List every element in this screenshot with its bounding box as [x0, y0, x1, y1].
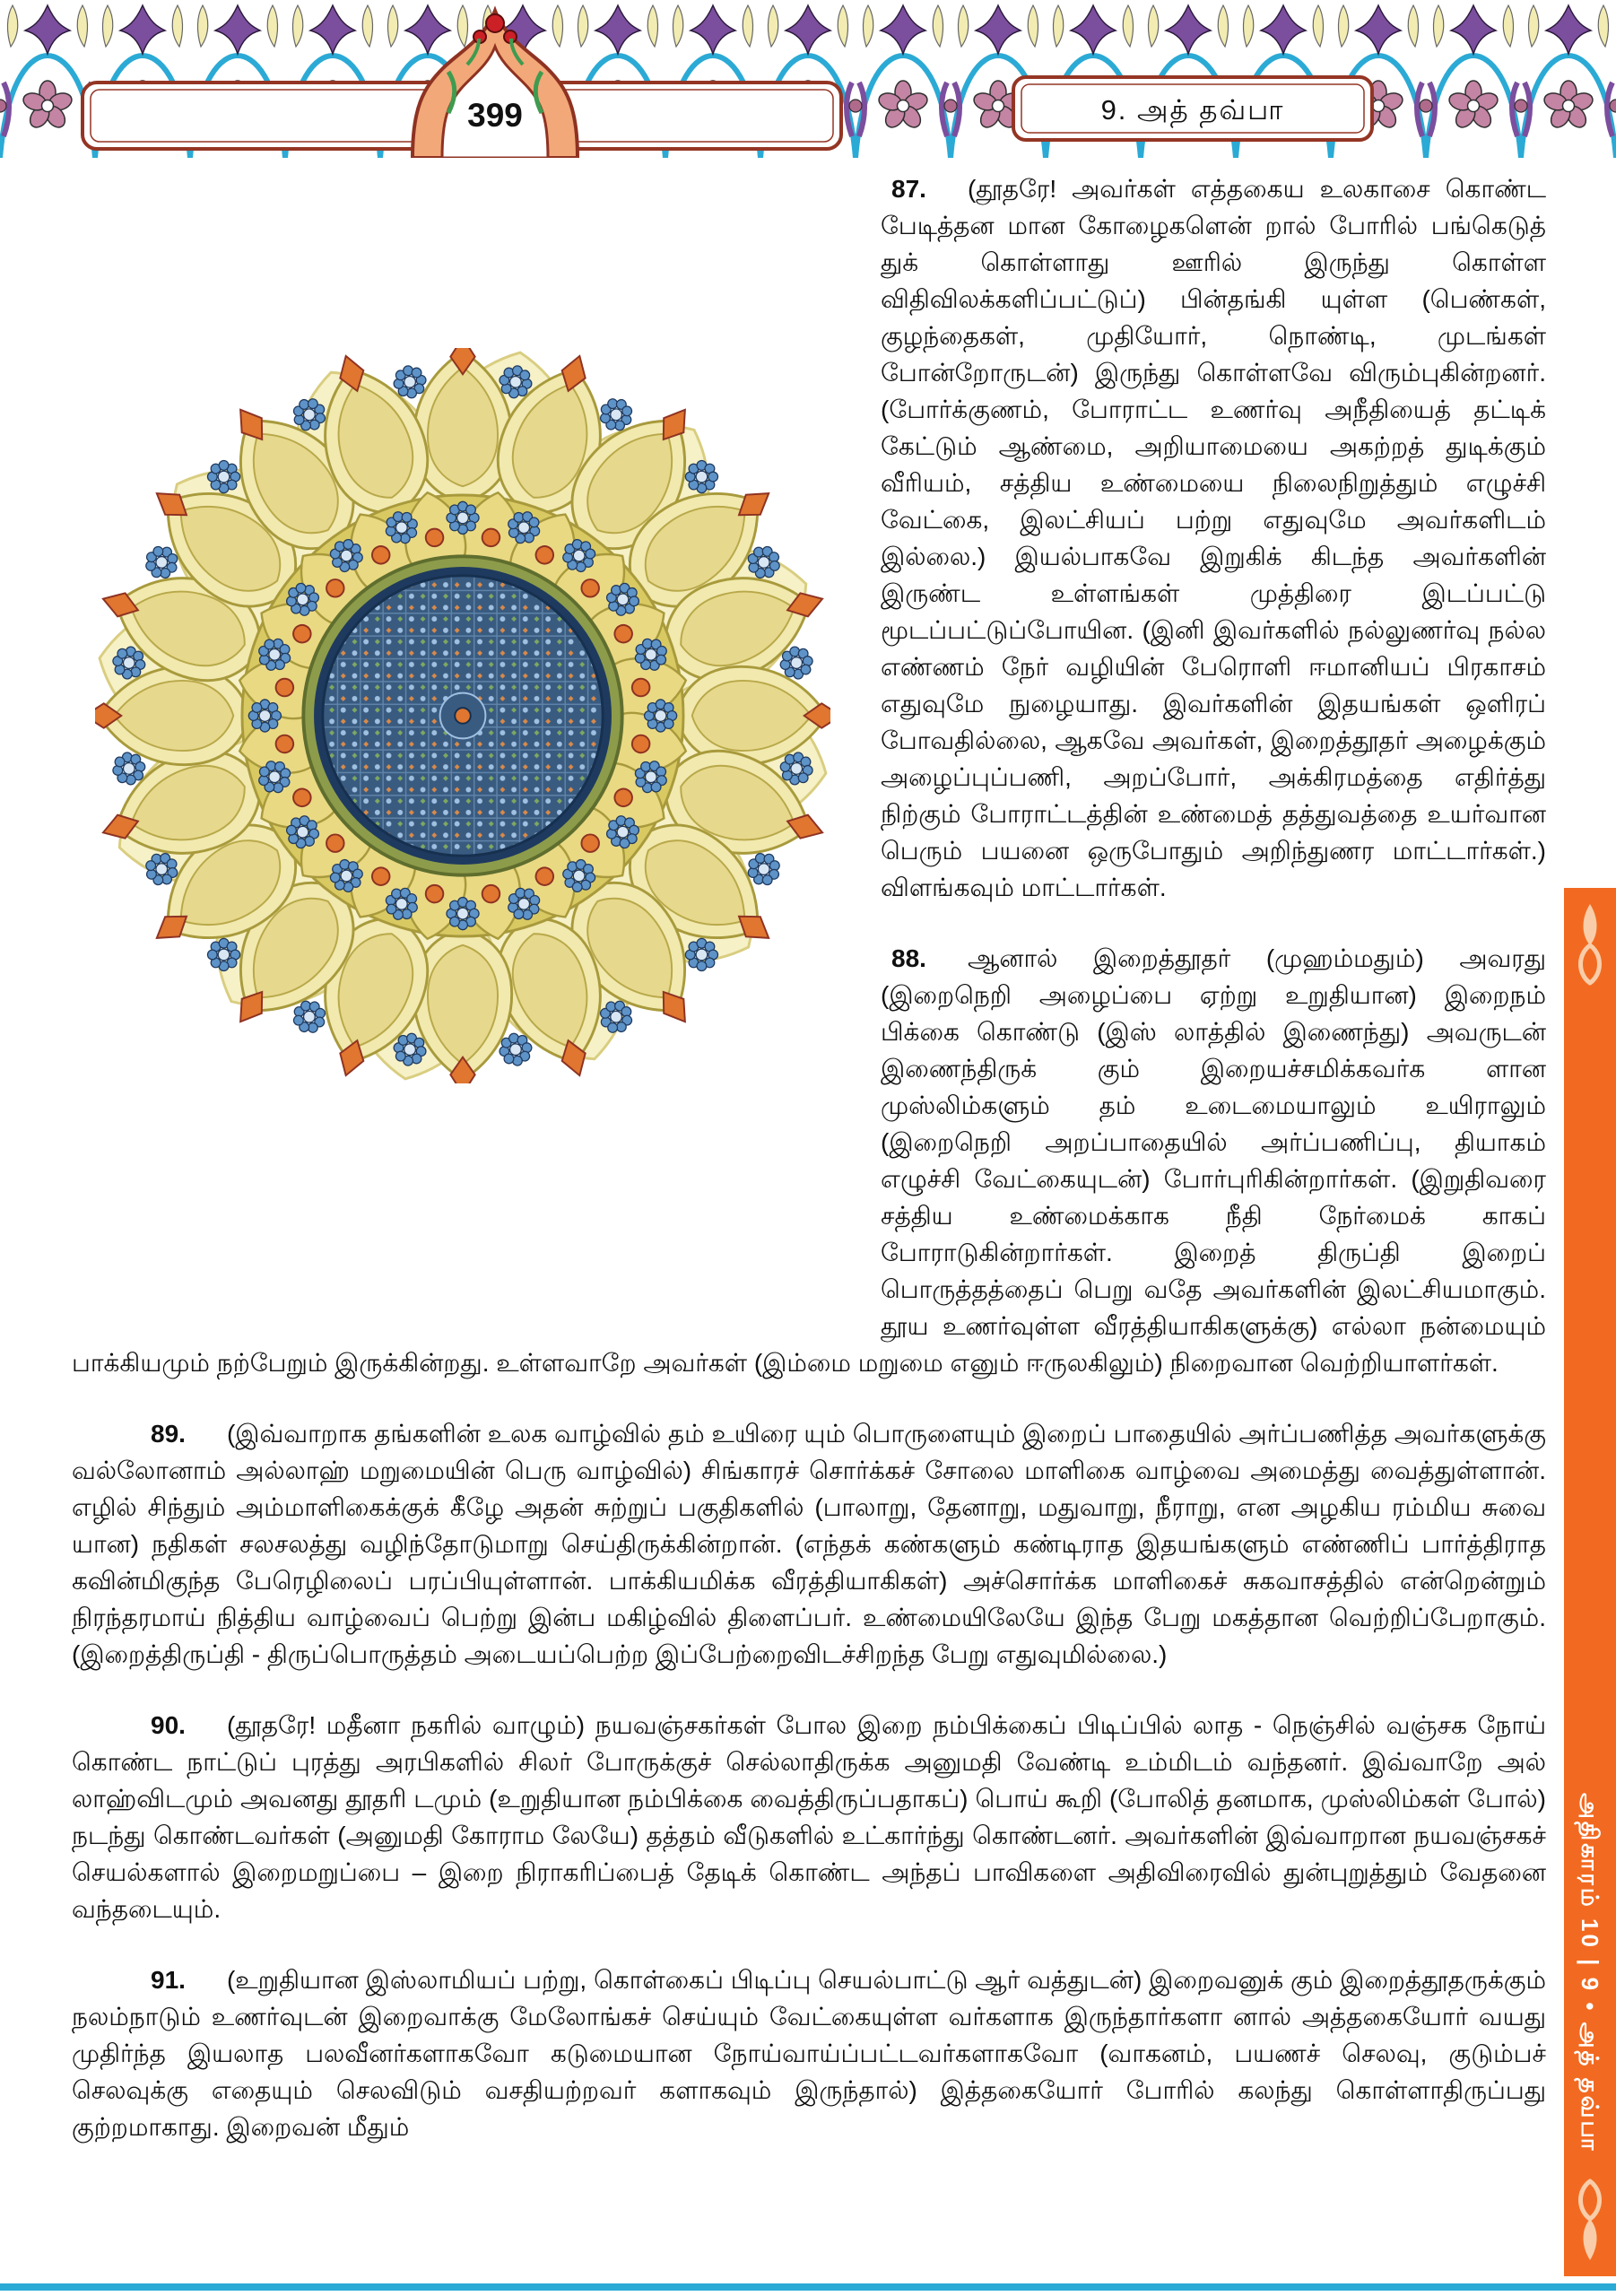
mandala-figure: [72, 170, 881, 1342]
sidebar-chapter-label: அதிகாரம் 10 | 9 • அத் தவ்பா: [1577, 1792, 1603, 2152]
verse-number: 91.: [151, 1966, 186, 1994]
verse-89: [72, 1415, 1546, 1673]
bottom-border-line: [0, 2283, 1616, 2291]
arabesque-ornament-icon: [1570, 900, 1610, 987]
page-body: [72, 170, 1546, 2179]
page-number: 399: [467, 97, 523, 134]
verse-text: (தூதரே! மதீனா நகரில் வாழும்) நயவஞ்சகர்கள் போல இறை நம்பிக்கைப் பிடிப்பில் லாத - நெஞ்சில் வஞ்சக நோய் கொண்ட நாட்டுப் புரத்து அரபிகளில் சிலர் போருக்குச் செல்லாதிருக்க அனுமதி வேண்டி உம்மிடம் வந்தனர். இவ்வாறே அல் லாஹ்விடமும் அவனது தூதரி டமும் (உறுதியான நம்பிக்கை வைத்திருப்பதாகப்) பொய் கூறி (போலித் தனமாக, முஸ்லிம்கள் போல்) நடந்து கொண்டவர்கள் (அனுமதி கோராம லேயே) தத்தம் வீடுகளில் உட்கார்ந்து கொண்டனர். அவர்களின் இவ்வாறான நயவஞ்சகச் செயல்களால் இறைமறுப்பை – இறை நிராகரிப்பைத் தேடிக் கொண்ட அந்தப் பாவிகளை அதிவிரைவில் துன்புறுத்தும் வேதனை வந்தடையும்.: [72, 1711, 1547, 1923]
verse-number: 87.: [891, 175, 926, 203]
mandala-illustration: [95, 348, 830, 1083]
chapter-sidebar: [1564, 888, 1616, 2276]
verse-90: [72, 1707, 1546, 1927]
verse-text: ஆனால் இறைத்தூதர் (முஹம்மதும்) அவரது (இறைநெறி அழைப்பை ஏற்று உறுதியான) இறைநம் பிக்கை கொண்டு (இஸ் லாத்தில் இணைந்து) அவருடன் இணைந்திருக் கும் இறையச்சமிக்கவர்க ளான முஸ்லிம்களும் தம் உடைமையாலும் உயிராலும் (இறைநெறி அறப்பாதையில் அர்ப்பணிப்பு, தியாகம் எழுச்சி வேட்கையுடன்) போர்புரிகின்றார்கள். (இறுதிவரை சத்திய உண்மைக்காக நீதி நேர்மைக் காகப் போராடுகின்றார்கள். இறைத் திருப்தி இறைப் பொருத்தத்தைப் பெறு வதே அவர்களின் இலட்சியமாகும். தூய உணர்வுள்ள வீரத்தியாகிகளுக்கு) எல்லா நன்மையும் பாக்கியமும் நற்பேறும் இருக்கின்றது. உள்ளவாறே அவர்கள் (இம்மை மறுமை எனும் ஈருலகிலும்) நிறைவான வெற்றியாளர்கள்.: [72, 944, 1546, 1377]
verse-number: 90.: [151, 1711, 186, 1739]
decorative-top-border: [0, 0, 1616, 158]
verse-text: (இவ்வாறாக தங்களின் உலக வாழ்வில் தம் உயிரை யும் பொருளையும் இறைப் பாதையில் அர்ப்பணித்த அவர்களுக்கு வல்லோனாம் அல்லாஹ் மறுமையின் பெரு வாழ்வில்) சிங்காரச் சொர்க்கச் சோலை மாளிகை வாழ்வை அமைத்து வைத்துள்ளான். எழில் சிந்தும் அம்மாளிகைக்குக் கீழே அதன் சுற்றுப் பகுதிகளில் (பாலாறு, தேனாறு, மதுவாறு, நீராறு, என அழகிய ரம்மிய சுவை யான) நதிகள் சலசலத்து வழிந்தோடுமாறு செய்திருக்கின்றான். (எந்தக் கண்களும் கண்டிராத இதயங்களும் எண்ணிப் பார்த்திராத கவின்மிகுந்த பேரெழிலைப் பரப்பியுள்ளான். பாக்கியமிக்க வீரத்தியாகிகள்) அச்சொர்க்க மாளிகைச் சுகவாசத்தில் என்றென்றும் நிரந்தரமாய் நித்திய வாழ்வைப் பெற்று இன்ப மகிழ்வில் திளைப்பர். உண்மையிலேயே இந்த பேறு மகத்தான வெற்றிப்பேறாகும். (இறைத்திருப்தி - திருப்பொருத்தம் அடையப்பெற்ற இப்பேற்றைவிடச்சிறந்த பேறு எதுவுமில்லை.): [72, 1420, 1547, 1668]
arabesque-ornament-icon: [1570, 2178, 1610, 2264]
verse-91: [72, 1961, 1546, 2145]
mandala-center-motif: [440, 693, 486, 739]
verse-number: 89.: [151, 1420, 186, 1448]
chapter-title: 9. அத் தவ்பா: [1100, 94, 1285, 126]
verse-text: (தூதரே! அவர்கள் எத்தகைய உலகாசை கொண்ட பேடித்தன மான கோழைகளென் றால் போரில் பங்கெடுத் துக் கொள்ளாது ஊரில் இருந்து கொள்ள விதிவிலக்களிப்பட்டுப்) பின்தங்கி யுள்ள (பெண்கள், குழந்தைகள், முதியோர், நொண்டி, முடங்கள் போன்றோருடன்) இருந்து கொள்ளவே விரும்புகின்றனர். (போர்க்குணம், போராட்ட உணர்வு அநீதியைத் தட்டிக் கேட்டும் ஆண்மை, அறியாமையை அகற்றத் துடிக்கும் வீரியம், சத்திய உண்மையை நிலைநிறுத்தும் எழுச்சி வேட்கை, இலட்சியப் பற்று எதுவுமே அவர்களிடம் இல்லை.) இயல்பாகவே இறுகிக் கிடந்த அவர்களின் இருண்ட உள்ளங்கள் முத்திரை இடப்பட்டு மூடப்பட்டுப்போயின. (இனி இவர்களில் நல்லுணர்வு நல்ல எண்ணம் நேர் வழியின் பேரொளி ஈமானியப் பிரகாசம் எதுவுமே நுழையாது. இவர்களின் இதயங்கள் ஒளிரப் போவதில்லை, ஆகவே அவர்கள், இறைத்தூதர் அழைக்கும் அழைப்புப்பணி, அறப்போர், அக்கிரமத்தை எதிர்த்து நிற்கும் போராட்டத்தின் உண்மைத் தத்துவத்தை உயர்வான பெரும் பயனை ஒருபோதும் அறிந்துணர மாட்டார்கள்.) விளங்கவும் மாட்டார்கள்.: [881, 175, 1546, 901]
verse-text: (உறுதியான இஸ்லாமியப் பற்று, கொள்கைப் பிடிப்பு செயல்பாட்டு ஆர் வத்துடன்) இறைவனுக் கும் இறைத்தூதருக்கும் நலம்நாடும் உணர்வுடன் இறைவாக்கு மேலோங்கச் செய்யும் வேட்கையுள்ள வர்களாக இருந்தார்களா னால் அத்தகையோர் வயது முதிர்ந்த இயலாத பலவீனர்களாகவோ கடுமையான நோய்வாய்ப்பட்டவர்களாகவோ (வாகனம், பயணச் செலவு, குடும்பச் செலவுக்கு எதையும் செலவிடும் வசதியற்றவர் களாகவும் இருந்தால்) இத்தகையோர் போரில் கலந்து கொள்ளாதிருப்பது குற்றமாகாது. இறைவன் மீதும்: [72, 1966, 1546, 2141]
chapter-title-cartouche: [1013, 77, 1372, 140]
verse-number: 88.: [891, 944, 926, 972]
